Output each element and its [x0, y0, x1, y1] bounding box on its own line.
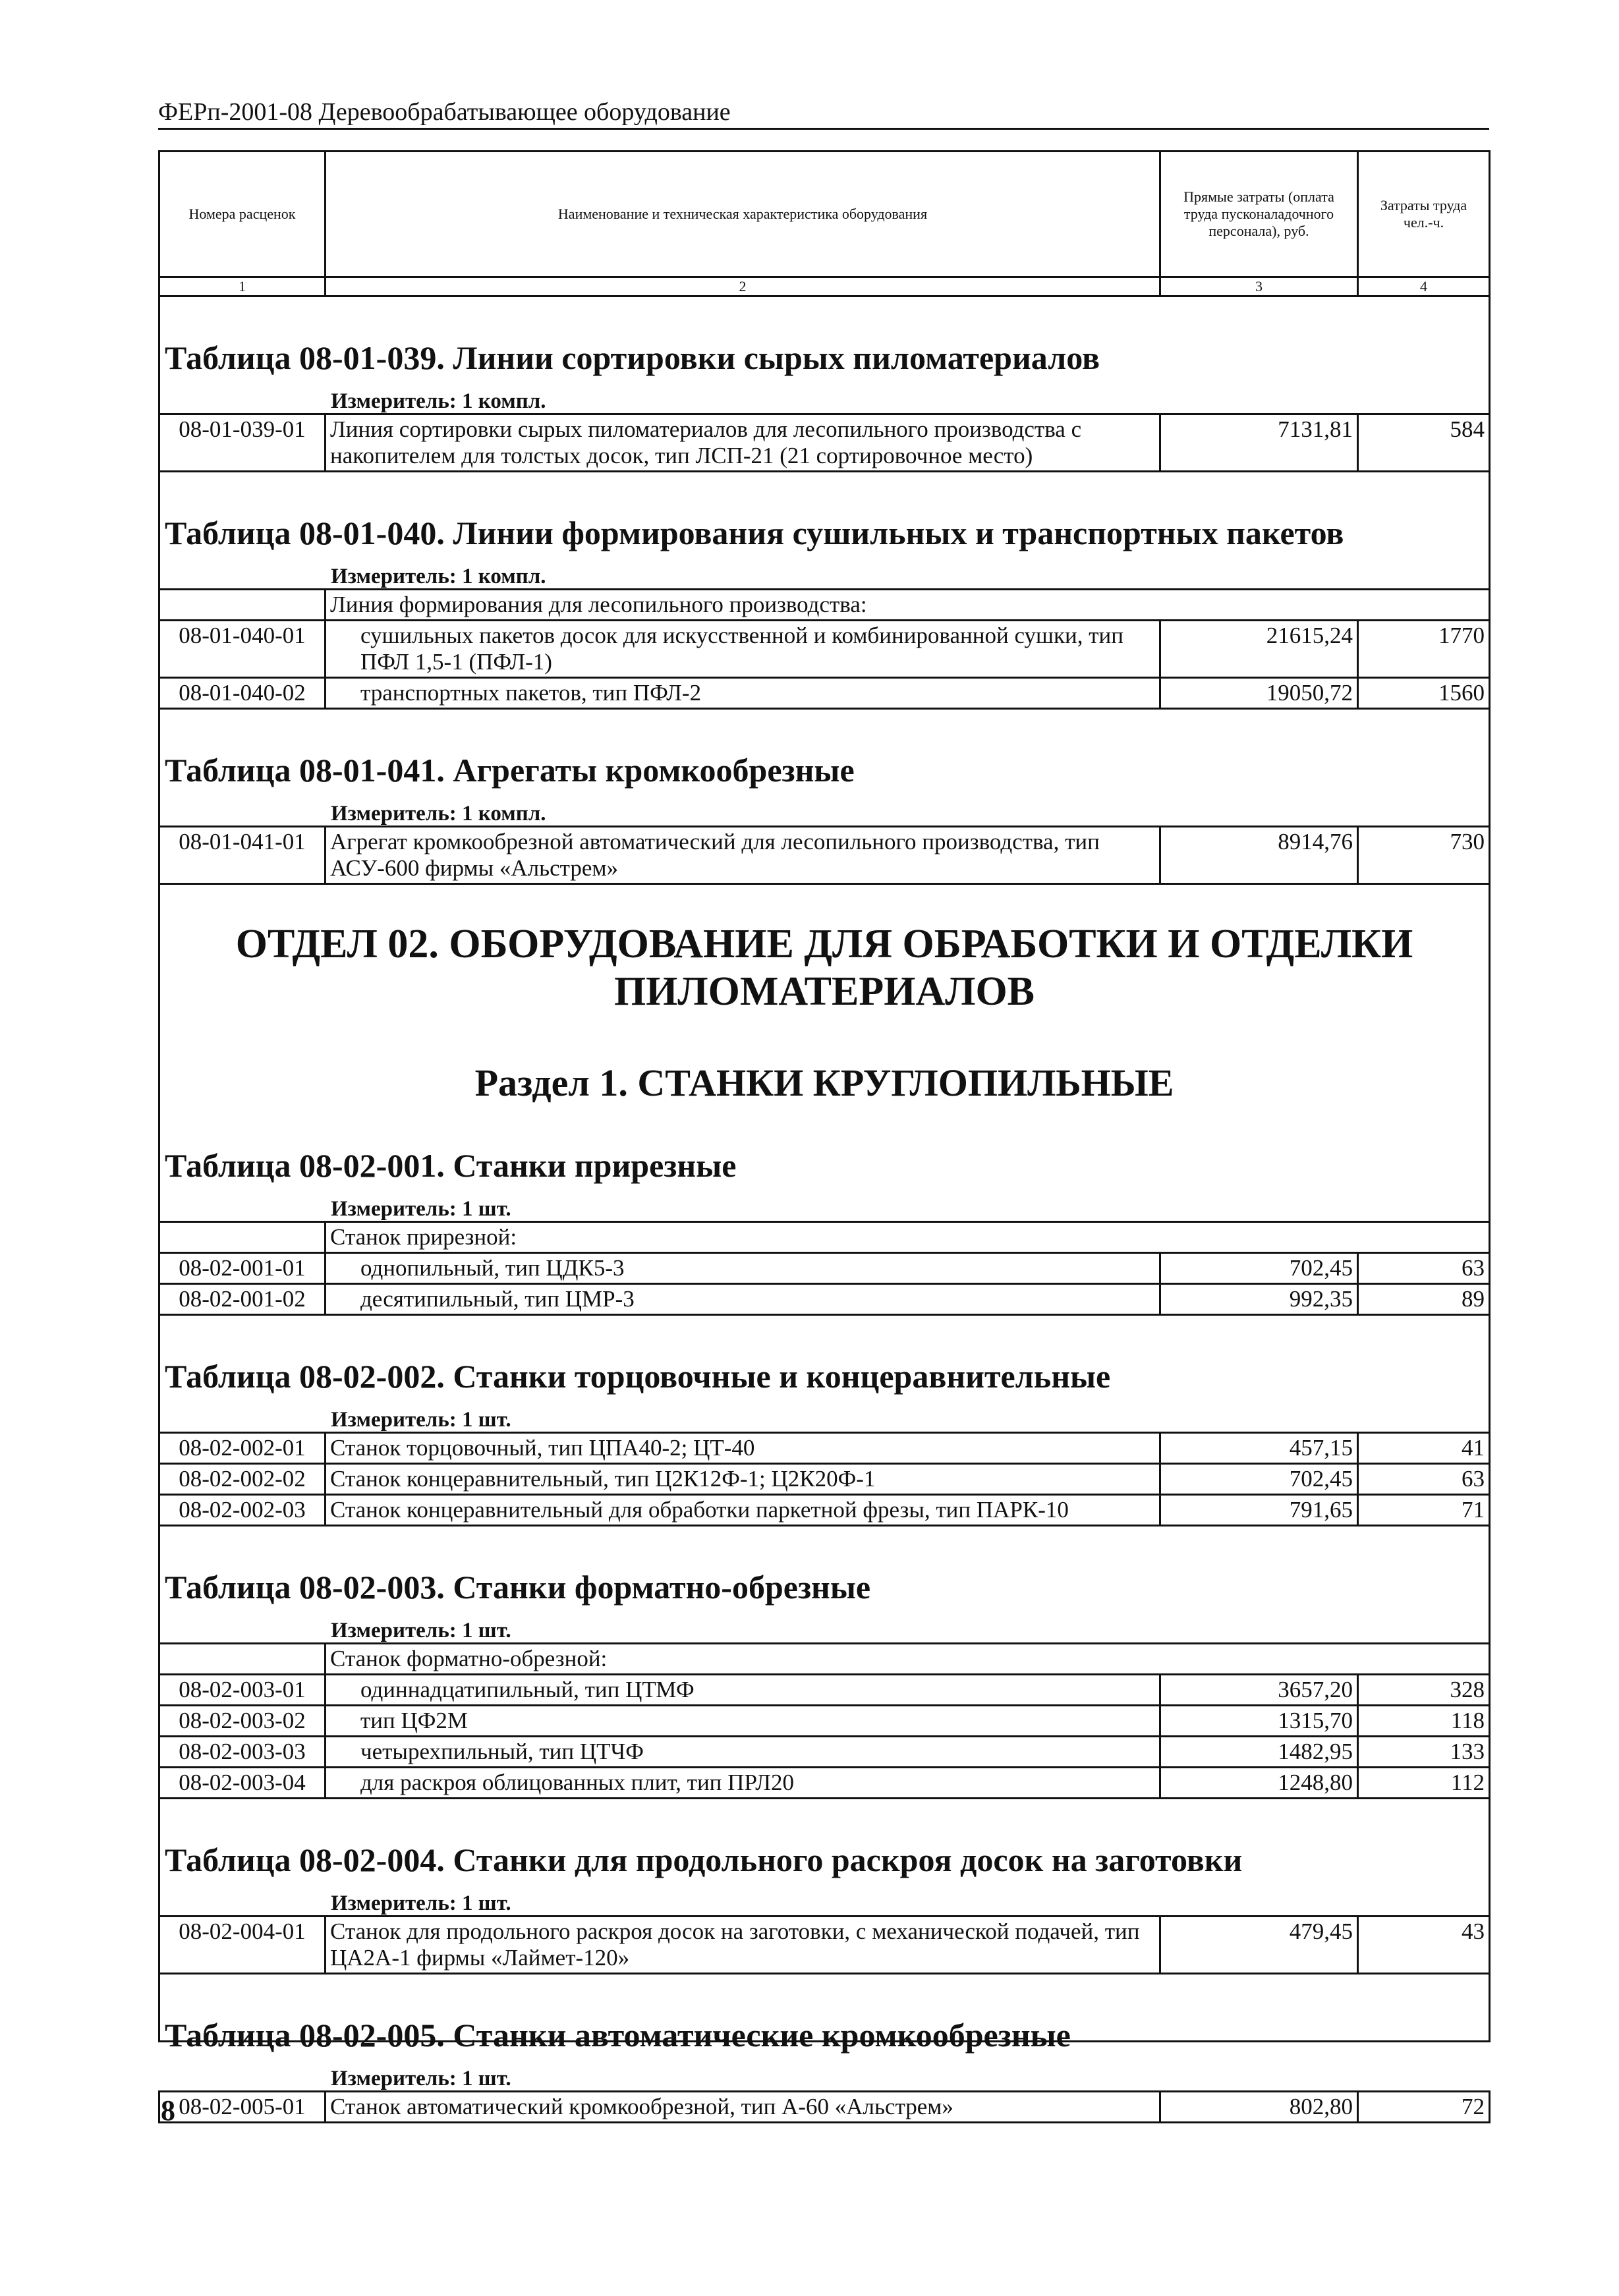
table-title: Таблица 08-01-039. Линии сортировки сырых пиломатериалов: [165, 339, 1100, 376]
rates-table: [158, 826, 1491, 885]
rates-table: [158, 1432, 1491, 1526]
equipment-name: Станок автоматический кромкообрезной, тип А-60 «Альстрем»: [326, 2092, 1160, 2123]
rate-code: 08-02-002-02: [159, 1464, 326, 1495]
group-row: [159, 1222, 1490, 1253]
equipment-name: Линия сортировки сырых пиломатериалов для лесопильного производства с накопителем для толстых досок, тип ЛСП-21 (21 сортировочное место): [326, 414, 1160, 472]
direct-cost: 1482,95: [1160, 1737, 1358, 1768]
column-header-code: Номера расценок: [159, 152, 326, 277]
table-row: [159, 1464, 1490, 1495]
rate-code: 08-01-039-01: [159, 414, 326, 472]
labor-cost: 118: [1358, 1706, 1490, 1737]
rate-code: 08-02-001-01: [159, 1253, 326, 1284]
otdel-heading-line2: ПИЛОМАТЕРИАЛОВ: [613, 969, 1035, 1014]
column-number-1: 1: [159, 277, 326, 296]
labor-cost: 328: [1358, 1675, 1490, 1706]
empty-cell: [159, 590, 326, 621]
direct-cost: 19050,72: [1160, 678, 1357, 709]
group-row: [159, 1644, 1490, 1675]
rate-code: 08-01-040-01: [159, 621, 326, 678]
unit-label: Измеритель: 1 компл.: [331, 565, 546, 588]
rate-code: 08-01-041-01: [159, 827, 326, 884]
rate-code: 08-02-003-02: [159, 1706, 326, 1737]
group-label: Станок форматно-обрезной:: [326, 1644, 1490, 1675]
table-row: [159, 1253, 1490, 1284]
section-tables-02: [158, 1146, 1491, 2123]
unit-label: Измеритель: 1 компл.: [331, 802, 546, 826]
column-header-name: Наименование и техническая характеристика оборудования: [326, 152, 1160, 277]
rate-code: 08-01-040-02: [159, 678, 326, 709]
labor-cost: 41: [1358, 1433, 1490, 1464]
direct-cost: 8914,76: [1160, 827, 1358, 884]
labor-cost: 112: [1358, 1768, 1490, 1799]
direct-cost: 702,45: [1160, 1464, 1358, 1495]
rates-table: [158, 2090, 1491, 2123]
empty-cell: [159, 1644, 326, 1675]
labor-cost: 1770: [1357, 621, 1489, 678]
direct-cost: 3657,20: [1160, 1675, 1358, 1706]
table-row: [159, 414, 1490, 472]
rates-table: [158, 1221, 1491, 1316]
direct-cost: 802,80: [1160, 2092, 1358, 2123]
column-header-table: [158, 150, 1491, 297]
equipment-name: Станок концеравнительный, тип Ц2К12Ф-1; Ц2К20Ф-1: [326, 1464, 1160, 1495]
group-row: [159, 590, 1490, 621]
razdel-heading: Раздел 1. СТАНКИ КРУГЛОПИЛЬНЫЕ: [474, 1061, 1174, 1104]
direct-cost: 992,35: [1160, 1284, 1357, 1315]
equipment-name: тип ЦФ2М: [326, 1706, 1160, 1737]
column-number-4: 4: [1358, 277, 1490, 296]
labor-cost: 63: [1357, 1253, 1489, 1284]
rate-code: 08-02-003-03: [159, 1737, 326, 1768]
direct-cost: 702,45: [1160, 1253, 1357, 1284]
table-row: [159, 1768, 1490, 1799]
main-content: [158, 150, 1491, 2123]
direct-cost: 7131,81: [1160, 414, 1358, 472]
labor-cost: 730: [1358, 827, 1490, 884]
direct-cost: 21615,24: [1160, 621, 1357, 678]
equipment-name: десятипильный, тип ЦМР-3: [326, 1284, 1160, 1315]
table-title: Таблица 08-02-005. Станки автоматические кромкообрезные: [165, 2017, 1071, 2054]
labor-cost: 584: [1358, 414, 1490, 472]
rate-code: 08-02-002-01: [159, 1433, 326, 1464]
labor-cost: 63: [1358, 1464, 1490, 1495]
column-header-labor: Затраты труда чел.-ч.: [1358, 152, 1490, 277]
equipment-name: одиннадцатипильный, тип ЦТМФ: [326, 1675, 1160, 1706]
table-row: [159, 1284, 1490, 1315]
unit-label: Измеритель: 1 шт.: [331, 1408, 511, 1432]
rate-code: 08-02-004-01: [159, 1917, 326, 1974]
unit-label: Измеритель: 1 шт.: [331, 1619, 511, 1642]
table-row: [159, 1706, 1490, 1737]
group-label: Линия формирования для лесопильного производства:: [326, 590, 1490, 621]
table-row: [159, 1675, 1490, 1706]
table-title: Таблица 08-02-002. Станки торцовочные и концеравнительные: [165, 1358, 1111, 1395]
rate-code: 08-02-002-03: [159, 1495, 326, 1526]
rate-code: 08-02-003-01: [159, 1675, 326, 1706]
direct-cost: 791,65: [1160, 1495, 1358, 1526]
table-row: [159, 1917, 1490, 1974]
labor-cost: 71: [1358, 1495, 1490, 1526]
rates-table: [158, 413, 1491, 472]
column-number-2: 2: [326, 277, 1160, 296]
column-number-3: 3: [1160, 277, 1358, 296]
table-row: [159, 621, 1490, 678]
direct-cost: 479,45: [1160, 1917, 1358, 1974]
unit-label: Измеритель: 1 компл.: [331, 389, 546, 413]
direct-cost: 1248,80: [1160, 1768, 1358, 1799]
page-header: ФЕРп-2001-08 Деревообрабатывающее оборудование: [158, 98, 1489, 130]
equipment-name: Станок для продольного раскроя досок на заготовки, с механической подачей, тип ЦА2А-1 фирмы «Лаймет-120»: [326, 1917, 1160, 1974]
equipment-name: однопильный, тип ЦДК5-3: [326, 1253, 1160, 1284]
equipment-name: Станок концеравнительный для обработки паркетной фрезы, тип ПАРК-10: [326, 1495, 1160, 1526]
table-title: Таблица 08-01-040. Линии формирования сушильных и транспортных пакетов: [165, 515, 1344, 551]
labor-cost: 133: [1358, 1737, 1490, 1768]
table-row: [159, 1433, 1490, 1464]
table-row: [159, 678, 1490, 709]
table-title: Таблица 08-02-003. Станки форматно-обрезные: [165, 1569, 871, 1606]
unit-label: Измеритель: 1 шт.: [331, 1197, 511, 1221]
equipment-name: Агрегат кромкообрезной автоматический для лесопильного производства, тип АСУ-600 фирмы «Альстрем»: [326, 827, 1160, 884]
direct-cost: 1315,70: [1160, 1706, 1358, 1737]
otdel-heading: [158, 920, 1491, 1015]
table-row: [159, 1495, 1490, 1526]
rate-code: 08-02-005-01: [159, 2092, 326, 2123]
equipment-name: сушильных пакетов досок для искусственной и комбинированной сушки, тип ПФЛ 1,5-1 (ПФЛ-1): [326, 621, 1160, 678]
table-title: Таблица 08-02-004. Станки для продольного раскроя досок на заготовки: [165, 1841, 1243, 1878]
unit-label: Измеритель: 1 шт.: [331, 1891, 511, 1915]
rate-code: 08-02-003-04: [159, 1768, 326, 1799]
rates-table: [158, 1642, 1491, 1799]
labor-cost: 43: [1358, 1917, 1490, 1974]
equipment-name: для раскроя облицованных плит, тип ПРЛ20: [326, 1768, 1160, 1799]
unit-label: Измеритель: 1 шт.: [331, 2067, 511, 2090]
rate-code: 08-02-001-02: [159, 1284, 326, 1315]
group-label: Станок прирезной:: [326, 1222, 1490, 1253]
table-row: [159, 2092, 1490, 2123]
table-row: [159, 1737, 1490, 1768]
rates-table: [158, 1915, 1491, 1974]
labor-cost: 72: [1358, 2092, 1490, 2123]
equipment-name: транспортных пакетов, тип ПФЛ-2: [326, 678, 1160, 709]
otdel-heading-line1: ОТДЕЛ 02. ОБОРУДОВАНИЕ ДЛЯ ОБРАБОТКИ И ОТДЕЛКИ: [235, 922, 1413, 966]
column-header-cost: Прямые затраты (оплата труда пусконаладочного персонала), руб.: [1160, 152, 1358, 277]
rates-table: [158, 588, 1491, 710]
empty-cell: [159, 1222, 326, 1253]
table-row: [159, 827, 1490, 884]
page-number: 8: [161, 2094, 175, 2127]
direct-cost: 457,15: [1160, 1433, 1358, 1464]
equipment-name: четырехпильный, тип ЦТЧФ: [326, 1737, 1160, 1768]
section-tables-01: [158, 338, 1491, 885]
labor-cost: 89: [1357, 1284, 1489, 1315]
table-title: Таблица 08-01-041. Агрегаты кромкообрезные: [165, 752, 855, 789]
labor-cost: 1560: [1357, 678, 1489, 709]
table-title: Таблица 08-02-001. Станки прирезные: [165, 1147, 737, 1184]
equipment-name: Станок торцовочный, тип ЦПА40-2; ЦТ-40: [326, 1433, 1160, 1464]
